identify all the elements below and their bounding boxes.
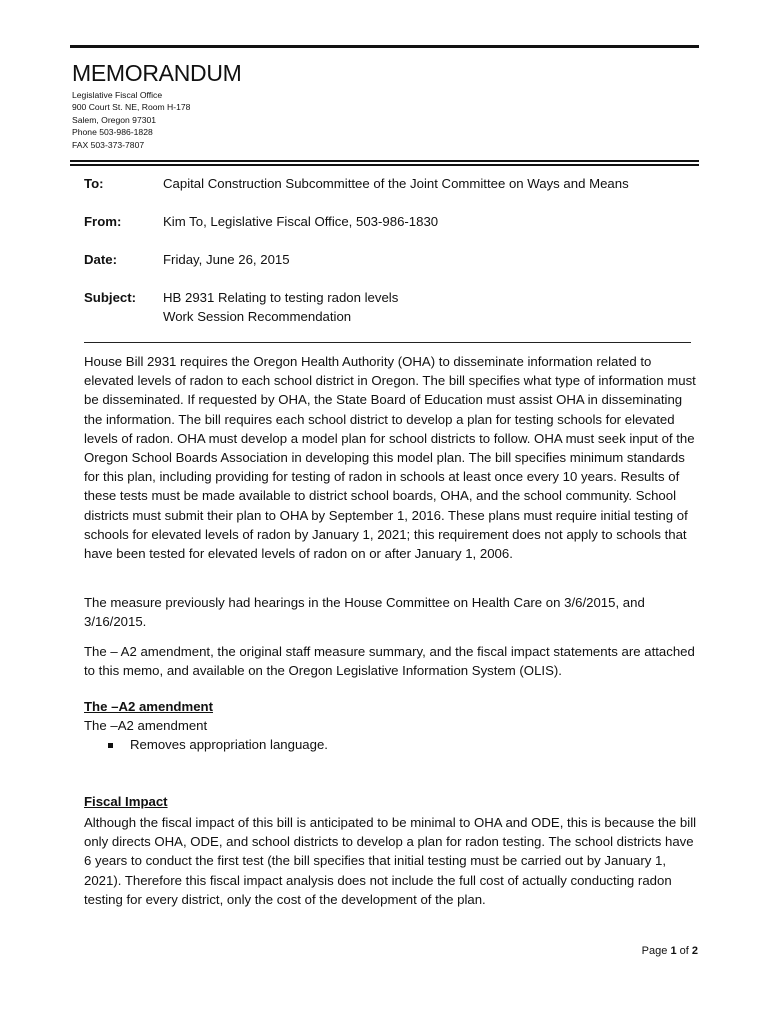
from-label: From: — [84, 214, 122, 229]
a2-line: The –A2 amendment — [84, 718, 208, 733]
subject-label: Subject: — [84, 290, 137, 305]
office-name: Legislative Fiscal Office — [72, 90, 163, 100]
a2-heading: The –A2 amendment — [84, 699, 213, 714]
subject-line-2: Work Session Recommendation — [163, 309, 352, 324]
fiscal-impact-heading: Fiscal Impact — [84, 794, 168, 809]
top-rule — [70, 45, 699, 48]
office-fax: FAX 503-373-7807 — [72, 139, 145, 150]
subject-line-1: HB 2931 Relating to testing radon levels — [163, 290, 399, 305]
a2-bullet-text: Removes appropriation language. — [130, 737, 328, 752]
page-of: of — [679, 945, 689, 957]
fiscal-impact-paragraph — [84, 813, 698, 909]
page-title: MEMORANDUM — [72, 60, 242, 86]
office-city: Salem, Oregon 97301 — [72, 114, 157, 125]
office-phone: Phone 503-986-1828 — [72, 127, 153, 138]
page-word: Page — [641, 945, 668, 957]
body-paragraph-2 — [84, 593, 698, 631]
body-paragraph-1 — [84, 352, 698, 563]
body-paragraph-3 — [84, 642, 698, 680]
to-value: Capital Construction Subcommittee of the Joint Committee on Ways and Means — [163, 176, 629, 191]
header-double-rule — [70, 160, 699, 166]
page-current: 1 — [670, 945, 677, 957]
to-label: To: — [84, 176, 104, 191]
date-value: Friday, June 26, 2015 — [163, 252, 290, 267]
attachments-paragraph: The – A2 amendment, the original staff measure summary, and the fiscal impact statements are attached to this memo, and available on the Oregon Legislative Information System (OLIS). — [84, 644, 695, 679]
fiscal-impact-text: Although the fiscal impact of this bill is anticipated to be minimal to OHA and ODE, this is because the bill only directs OHA, ODE, and school districts to develop a plan for radon testing. The school districts have 6 years to conduct the first test (the bill specifies that initial testing must be carried out by January 1, 2021). Therefore this fiscal impact analysis does not include the full cost of actually conducting radon testing for every district, only the cost of the development of the plan. — [84, 815, 697, 907]
bullet-square-icon — [108, 743, 113, 748]
from-value: Kim To, Legislative Fiscal Office, 503-986-1830 — [163, 214, 439, 229]
page-total: 2 — [691, 945, 698, 957]
intro-paragraph: House Bill 2931 requires the Oregon Health Authority (OHA) to disseminate information related to elevated levels of radon to each school district in Oregon. The bill specifies what type of information must be disseminated. If requested by OHA, the State Board of Education must assist OHA in disseminating the information. The bill requires each school district to develop a plan for testing schools for elevated levels of radon. OHA must develop a model plan for school districts to follow. OHA must seek input of the Oregon School Boards Association in developing this model plan. The bill specifies minimum standards for this plan, including providing for testing of radon in schools at least once every 10 years. Results of these tests must be made available to district school boards, OHA, and the school community. School districts must submit their plan to OHA by September 1, 2016. These plans must require initial testing of schools for elevated levels of radon by January 1, 2021; this requirement does not apply to schools that have been tested for elevated levels of radon on or after January 1, 2006. — [84, 354, 696, 562]
date-label: Date: — [84, 252, 117, 267]
hearings-paragraph: The measure previously had hearings in the House Committee on Health Care on 3/6/2015, and 3/16/2015. — [84, 595, 645, 630]
office-street: 900 Court St. NE, Room H-178 — [72, 102, 191, 113]
page-number — [642, 945, 698, 957]
office-address — [72, 89, 190, 151]
subject-underline-rule — [84, 342, 691, 343]
